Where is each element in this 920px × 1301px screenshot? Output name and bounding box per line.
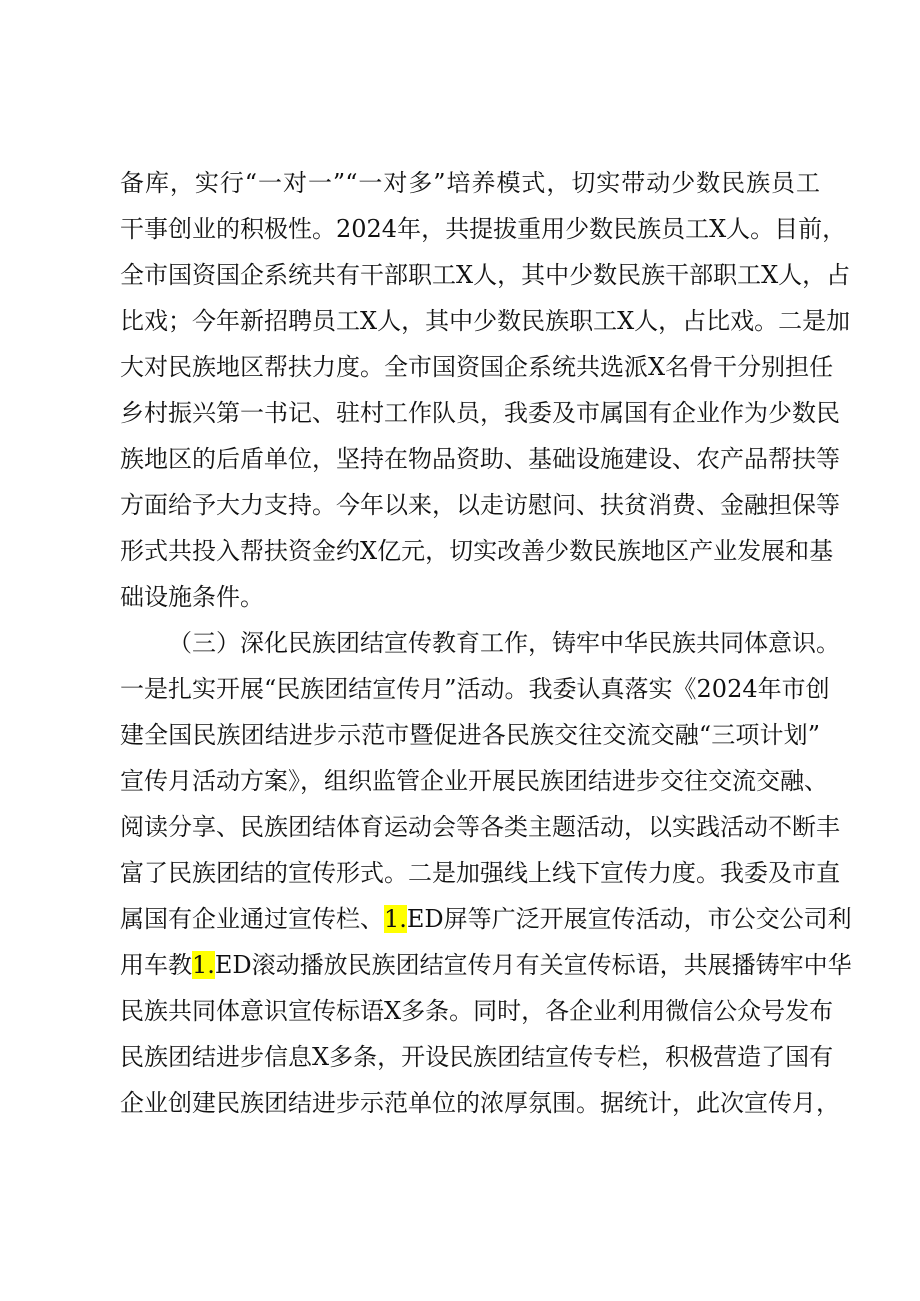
text-line xyxy=(120,853,840,893)
text-segment: 比戏；今年新招聘员工X人，其中少数民族职工X人，占比戏。二是加 xyxy=(120,307,851,335)
text-line xyxy=(120,945,852,985)
text-line xyxy=(120,301,851,341)
text-line xyxy=(120,1083,840,1123)
text-line xyxy=(120,761,828,801)
highlighted-text: 1. xyxy=(192,951,215,979)
text-segment: 阅读分享、民族团结体育运动会等各类主题活动，以实践活动不断丰 xyxy=(120,813,840,841)
text-segment: 属国有企业通过宣传栏、 xyxy=(120,905,384,933)
highlighted-text: 1. xyxy=(384,905,407,933)
text-segment: 企业创建民族团结进步示范单位的浓厚氛围。据统计，此次宣传月， xyxy=(120,1089,840,1117)
text-segment: 乡村振兴第一书记、驻村工作队员，我委及市属国有企业作为少数民 xyxy=(120,399,840,427)
text-segment: ED滚动播放民族团结宣传月有关宣传标语，共展播铸牢中华 xyxy=(214,951,852,979)
text-segment: 民族团结进步信息X多条，开设民族团结宣传专栏，积极营造了国有 xyxy=(120,1043,834,1071)
text-line xyxy=(120,439,840,479)
text-segment: 全市国资国企系统共有干部职工X人，其中少数民族干部职工X人，占 xyxy=(120,261,851,289)
text-line xyxy=(120,347,834,387)
text-segment: 方面给予大力支持。今年以来，以走访慰问、扶贫消费、金融担保等 xyxy=(120,491,840,519)
text-segment: 民族共同体意识宣传标语X多条。同时，各企业利用微信公众号发布 xyxy=(120,997,834,1025)
text-segment: 用车教 xyxy=(120,951,192,979)
text-segment: 备库，实行“一对一”“一对多”培养模式，切实带动少数民族员工 xyxy=(120,169,820,197)
text-line xyxy=(120,209,847,249)
text-segment: 族地区的后盾单位，坚持在物品资助、基础设施建设、农产品帮扶等 xyxy=(120,445,840,473)
text-segment: ED屏等广泛开展宣传活动，市公交公司利 xyxy=(406,905,852,933)
text-segment: 础设施条件。 xyxy=(120,583,264,611)
text-segment: 干事创业的积极性。2024年，共提拔重用少数民族员工X人。目前， xyxy=(120,215,847,243)
text-line xyxy=(120,669,830,709)
text-segment: 建全国民族团结进步示范市暨促进各民族交往交流交融“三项计划” xyxy=(120,721,820,749)
text-line xyxy=(120,715,820,755)
text-line xyxy=(120,807,840,847)
text-line xyxy=(120,393,840,433)
text-segment: 富了民族团结的宣传形式。二是加强线上线下宣传力度。我委及市直 xyxy=(120,859,840,887)
text-segment: 大对民族地区帮扶力度。全市国资国企系统共选派X名骨干分别担任 xyxy=(120,353,834,381)
text-line xyxy=(120,531,834,571)
section-heading: （三）深化民族团结宣传教育工作，铸牢中华民族共同体意识。 xyxy=(168,629,840,657)
text-segment: 形式共投入帮扶资金约X亿元，切实改善少数民族地区产业发展和基 xyxy=(120,537,834,565)
text-line xyxy=(120,255,851,295)
text-line xyxy=(120,899,852,939)
text-line xyxy=(120,1037,834,1077)
text-line xyxy=(120,991,834,1031)
section-heading-line xyxy=(168,623,840,663)
text-line xyxy=(120,577,820,617)
text-segment: 一是扎实开展“民族团结宣传月”活动。我委认真落实《2024年市创 xyxy=(120,675,830,703)
text-line xyxy=(120,163,820,203)
text-segment: 宣传月活动方案》，组织监管企业开展民族团结进步交往交流交融、 xyxy=(120,767,828,795)
text-line xyxy=(120,485,840,525)
